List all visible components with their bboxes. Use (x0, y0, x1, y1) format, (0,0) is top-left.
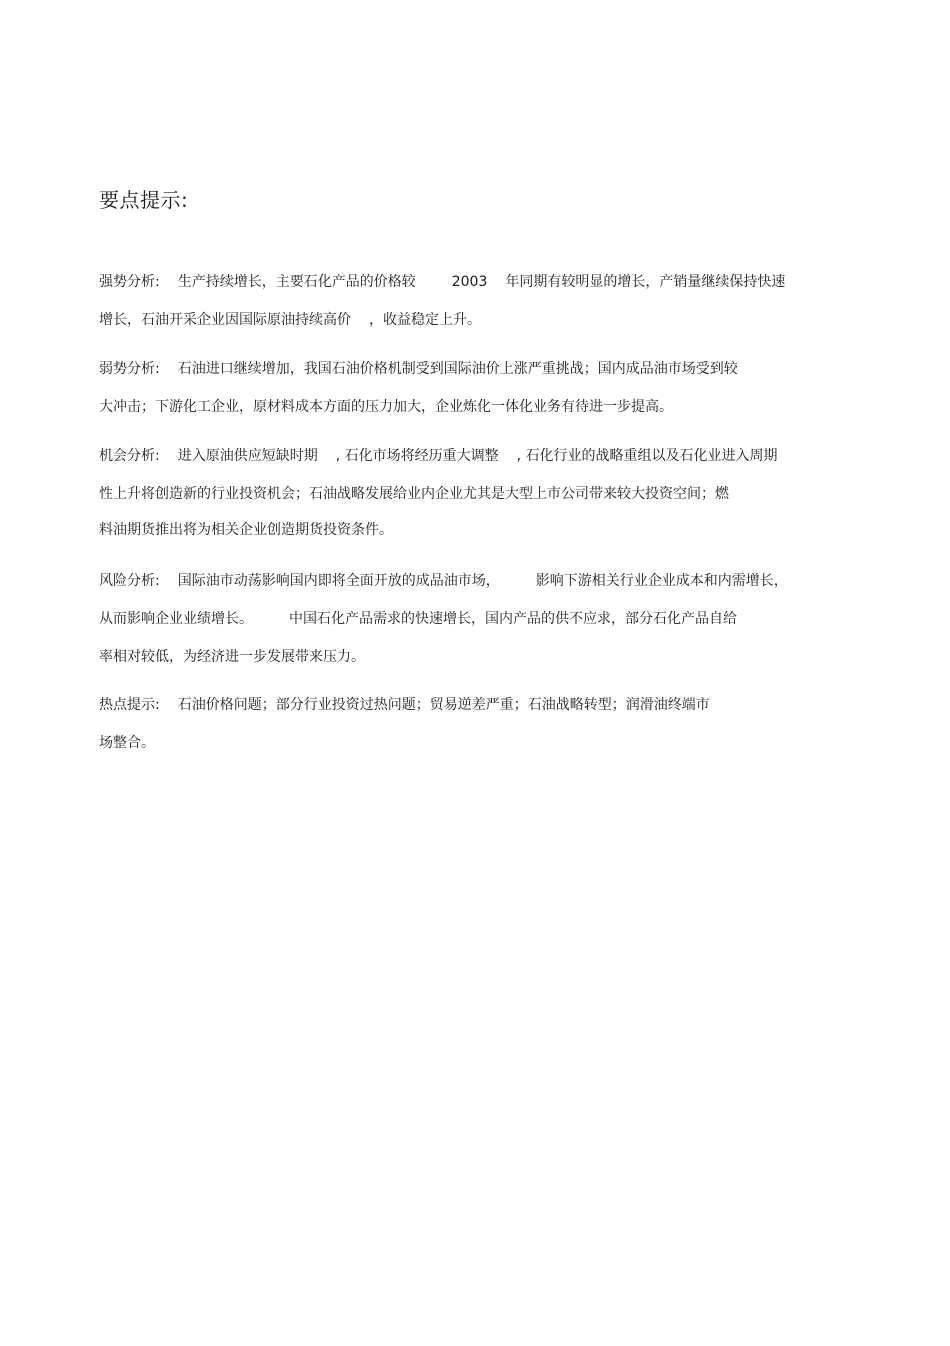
page-heading: 要点提示: (99, 188, 189, 212)
weakness-text-2: 大冲击；下游化工企业，原材料成本方面的压力加大，企业炼化一体化业务有待进一步提高。 (99, 399, 673, 415)
weakness-line-1 (99, 359, 738, 379)
hotspot-text-2: 场整合。 (99, 735, 155, 751)
opportunity-text-1a: 进入原油供应短缺时期 (177, 448, 318, 464)
risk-text-3: 率相对较低，为经济进一步发展带来压力。 (99, 649, 365, 665)
hotspot-label: 热点提示: (99, 697, 160, 713)
risk-text-2a: 从而影响企业业绩增长。 (99, 611, 253, 627)
weakness-line-2 (99, 397, 673, 417)
opportunity-text-2: 性上升将创造新的行业投资机会；石油战略发展给业内企业尤其是大型上市公司带来较大投资空间；燃 (99, 486, 729, 502)
strength-line-2 (99, 310, 481, 330)
hotspot-text-1: 石油价格问题；部分行业投资过热问题；贸易逆差严重；石油战略转型；润滑油终端市 (177, 697, 710, 713)
opportunity-line-3 (99, 520, 393, 540)
strength-text-2a: 增长，石油开采企业因国际原油持续高价 (99, 312, 351, 328)
strength-label: 强势分析: (99, 274, 160, 290)
hotspot-line-1 (99, 695, 710, 715)
opportunity-text-3: 料油期货推出将为相关企业创造期货投资条件。 (99, 522, 393, 538)
opportunity-text-1b: , 石化市场将经历重大调整 (335, 448, 499, 464)
opportunity-label: 机会分析: (99, 448, 160, 464)
hotspot-line-2 (99, 733, 155, 753)
risk-line-3 (99, 647, 365, 667)
risk-line-1 (99, 571, 788, 591)
strength-text-2b: ，收益稳定上升。 (369, 312, 481, 328)
strength-text-1a: 生产持续增长，主要石化产品的价格较 (177, 274, 416, 290)
strength-text-1c: 年同期有较明显的增长，产销量继续保持快速 (505, 274, 786, 290)
opportunity-text-1c: , 石化行业的战略重组以及石化业进入周期 (516, 448, 778, 464)
weakness-label: 弱势分析: (99, 361, 160, 377)
strength-line-1 (99, 272, 785, 292)
strength-year: 2003 (451, 274, 488, 290)
risk-label: 风险分析: (99, 573, 160, 589)
risk-text-2b: 中国石化产品需求的快速增长，国内产品的供不应求，部分石化产品自给 (289, 611, 737, 627)
risk-text-1b: 影响下游相关行业企业成本和内需增长， (535, 573, 788, 589)
risk-text-1a: 国际油市动荡影响国内即将全面开放的成品油市场， (177, 573, 500, 589)
risk-line-2 (99, 609, 737, 629)
opportunity-line-2 (99, 484, 729, 504)
opportunity-line-1 (99, 446, 778, 466)
weakness-text-1: 石油进口继续增加，我国石油价格机制受到国际油价上涨严重挑战；国内成品油市场受到较 (177, 361, 738, 377)
